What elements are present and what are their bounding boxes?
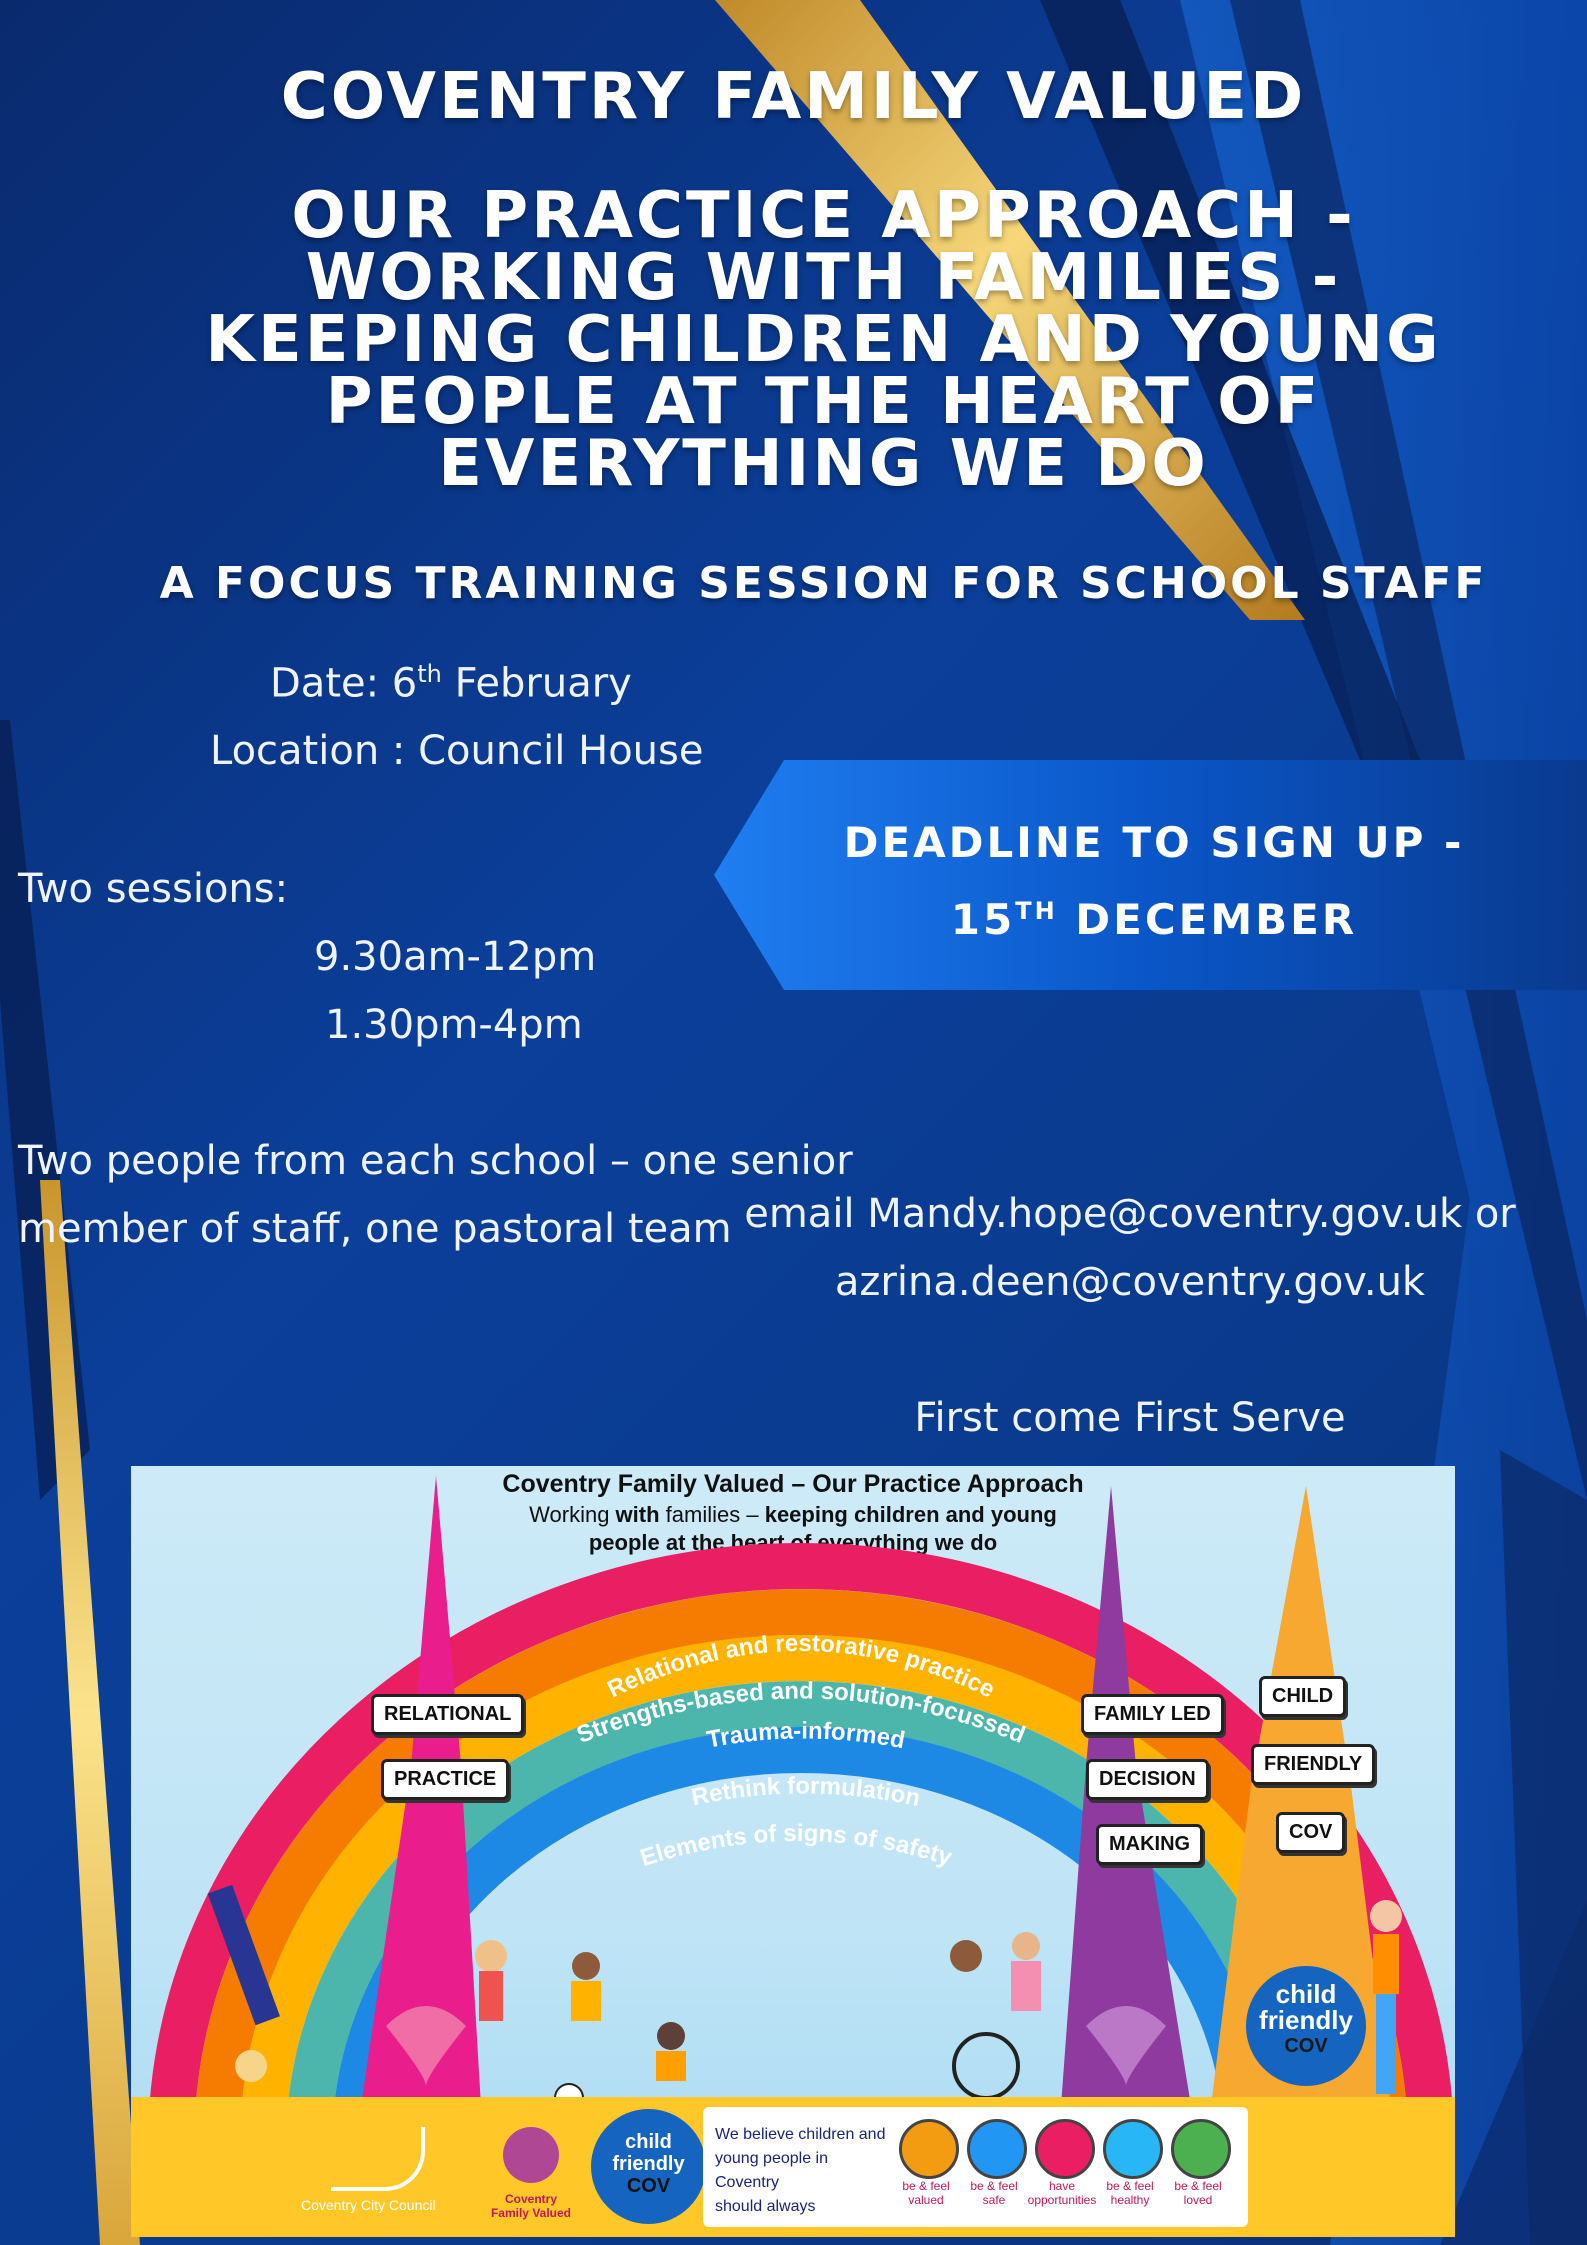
event-location: Location : Council House [210,728,704,774]
belief-text [715,2123,895,2219]
family-valued-line: Family Valued [490,2206,572,2220]
arc-label: Relational and restorative practice [603,1629,999,1704]
belief-panel [703,2107,1248,2227]
subtitle-line: OUR PRACTICE APPROACH - [291,179,1356,253]
date-label: Date: 6 [270,660,418,707]
subtitle-line: WORKING WITH FAMILIES - [305,241,1342,315]
poster-footer [131,2097,1455,2237]
scroll-child: CHILD [1259,1676,1346,1717]
poster-sub-a: Working [529,1502,616,1527]
cartwheel-figure [235,2050,267,2082]
coventry-council-logo: Coventry City Council [301,2197,436,2213]
footer-cfc-badge [591,2109,706,2224]
cfc-badge-line: COV [1284,2035,1328,2057]
deadline-sup: TH [1015,897,1058,925]
cfc-badge-text [1246,1981,1366,2059]
footer-badge-line: COV [626,2175,671,2197]
value-label: be & feel valued [902,2179,950,2207]
child-figure [475,1940,507,1972]
belief-line: should always [715,2198,816,2215]
contact-email-line2: azrina.deen@coventry.gov.uk [834,1259,1426,1305]
poster-sub-d: keeping children and young [764,1502,1057,1527]
attendees-line: Two people from each school – one senior [18,1138,853,1184]
scroll-friendly: FRIENDLY [1251,1744,1375,1785]
value-label: be & feel safe [970,2179,1018,2207]
tagline: A FOCUS TRAINING SESSION FOR SCHOOL STAFF [159,558,1488,609]
deadline-text [784,808,1524,954]
date-rest: February [441,660,632,707]
child-figure [572,1952,600,1980]
practice-approach-poster [131,1466,1455,2237]
arc-label: Elements of signs of safety [637,1819,956,1872]
value-label: be & feel loved [1174,2179,1222,2207]
scroll-relational: RELATIONAL [371,1694,524,1735]
arc-label: Trauma-informed [704,1717,908,1755]
attendees-line: member of staff, one pastoral team [18,1206,732,1252]
deadline-line2 [784,877,1524,954]
event-date [270,660,632,706]
session-morning: 9.30am-12pm [314,934,597,980]
scroll-practice: PRACTICE [381,1759,509,1800]
scroll-making: MAKING [1096,1824,1203,1865]
opportunities-icon [1035,2119,1095,2179]
arc-label: Rethink formulation [689,1772,923,1813]
arc-label: Strengths-based and solution-focussed [573,1677,1029,1749]
family-valued-line: Coventry [504,2192,557,2206]
wheelchair-figure [950,1940,982,1972]
deadline-line1: DEADLINE TO SIGN UP - [843,818,1465,867]
date-sup: th [417,660,442,688]
belief-line: young people in Coventry [715,2150,828,2191]
deadline-day: 15 [950,895,1016,944]
footer-badge-line: child [625,2131,672,2153]
main-title: COVENTRY FAMILY VALUED [280,60,1307,134]
horse-icon [331,2127,425,2191]
subtitle-line: PEOPLE AT THE HEART OF [325,365,1322,439]
scroll-family-led: FAMILY LED [1081,1694,1224,1735]
child-figure [1370,1900,1402,1932]
poster-title: Coventry Family Valued – Our Practice Approach [502,1470,1084,1498]
healthy-icon [1103,2119,1163,2179]
first-come-note: First come First Serve [914,1395,1346,1441]
scroll-cov: COV [1276,1812,1345,1853]
loved-icon [1171,2119,1231,2179]
sessions-label: Two sessions: [18,866,289,912]
value-label: have opportunities [1027,2179,1097,2207]
contact-email-line1: email Mandy.hope@coventry.gov.uk or [744,1191,1516,1237]
cfc-badge-line: child [1275,1979,1337,2009]
session-afternoon: 1.30pm-4pm [325,1002,583,1048]
footer-badge-line: friendly [612,2153,685,2175]
subtitle-block [60,179,1587,501]
value-label: be & feel healthy [1106,2179,1154,2207]
poster-subtitle-2: people at the heart of everything we do [588,1530,998,1555]
scroll-decision: DECISION [1086,1759,1209,1800]
deadline-month: DECEMBER [1057,895,1358,944]
family-valued-logo [486,2192,576,2220]
subtitle-line: KEEPING CHILDREN AND YOUNG [205,303,1442,377]
subtitle-line: EVERYTHING WE DO [438,427,1209,501]
poster-sub-b: with [615,1502,660,1527]
safe-icon [967,2119,1027,2179]
belief-line: We believe children and [715,2126,886,2143]
cfc-badge-line: friendly [1259,2005,1353,2035]
valued-icon [899,2119,959,2179]
people-icon [503,2127,559,2183]
poster-sub-c: families – [659,1502,765,1527]
